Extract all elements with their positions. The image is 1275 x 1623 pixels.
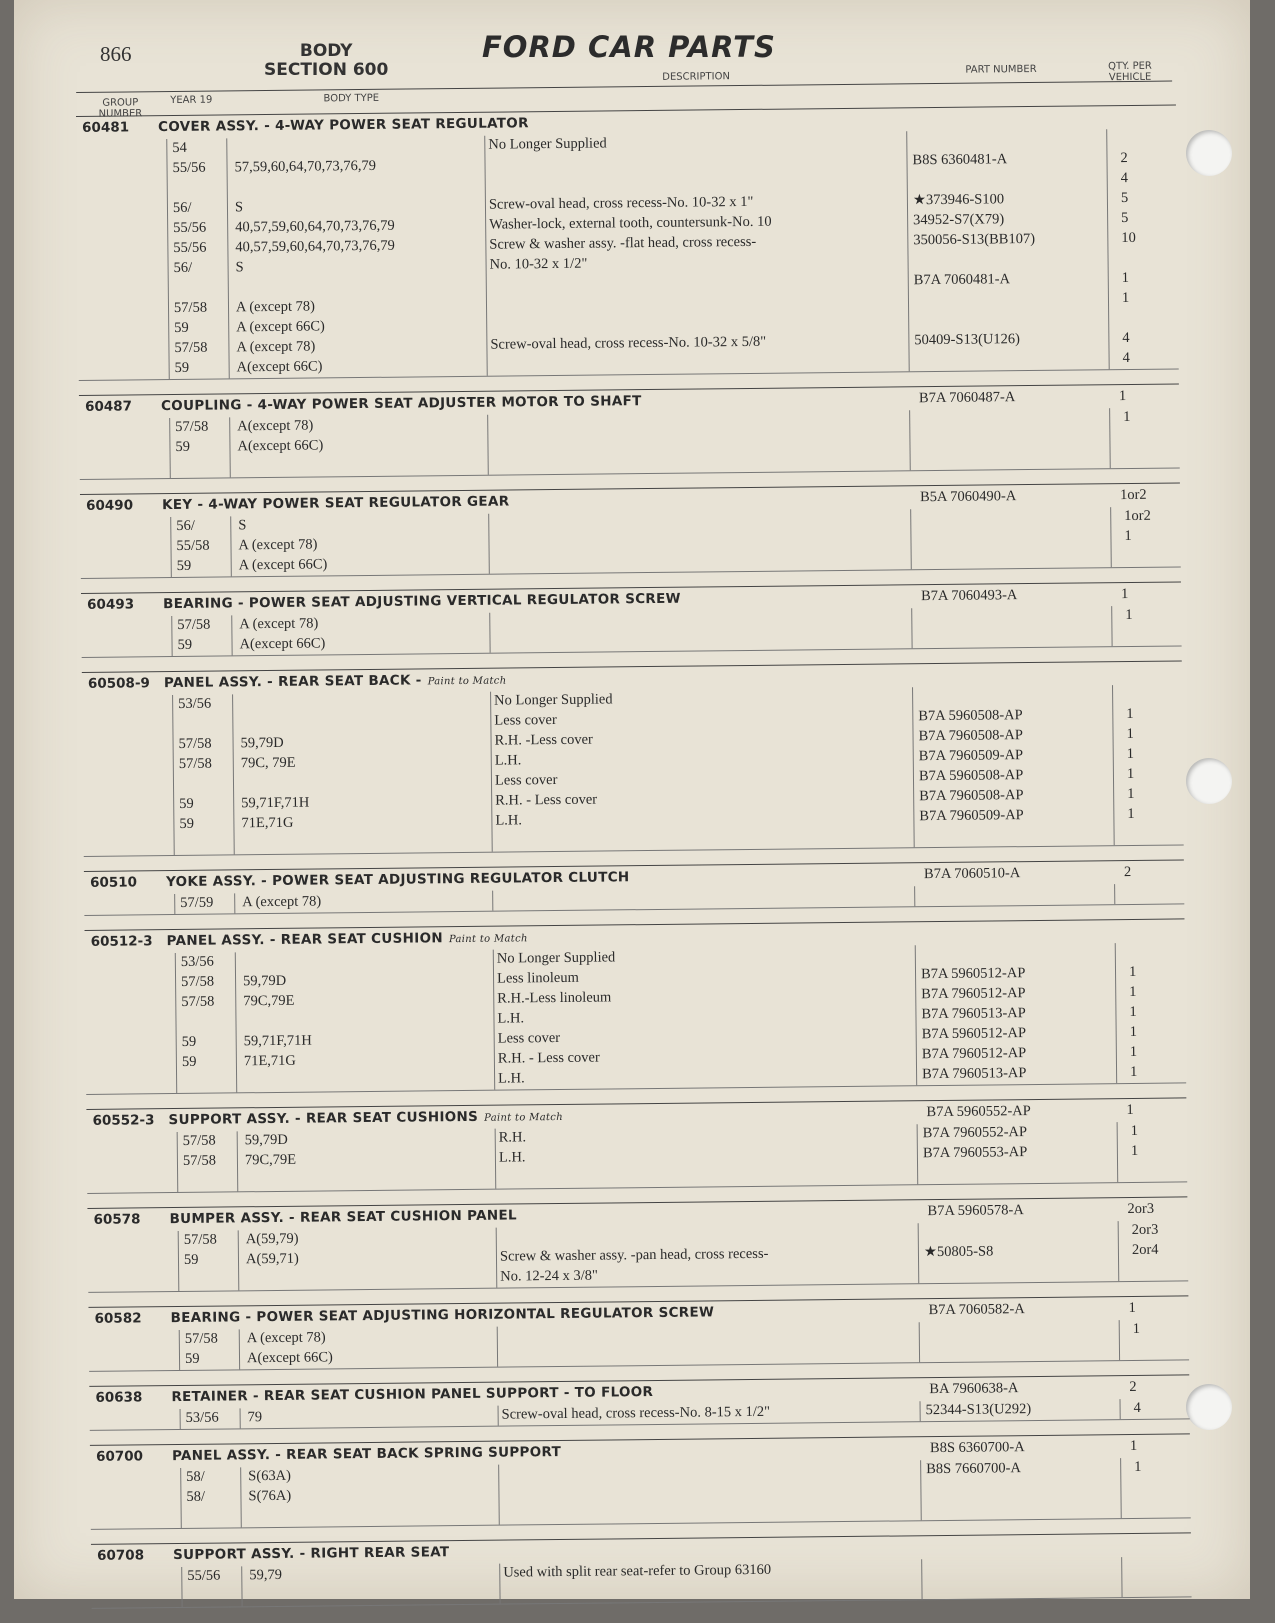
year: 59 <box>174 319 189 336</box>
body-type: 71E,71G <box>243 1052 296 1070</box>
year: 59 <box>174 359 190 376</box>
group-title: SUPPORT ASSY. - RIGHT REAR SEAT <box>172 1544 450 1564</box>
col-part-number: PART NUMBER <box>965 63 1037 76</box>
group-number: 60487 <box>84 398 133 415</box>
year: 55/58 <box>176 537 210 554</box>
qty: 1 <box>1130 1122 1139 1140</box>
year: 57/58 <box>174 339 208 356</box>
body-type: 59,79D <box>242 972 287 990</box>
qty: 1 <box>1128 1299 1136 1317</box>
qty: 1 <box>1124 527 1132 545</box>
body-type: 79C,79E <box>243 992 295 1010</box>
col-body-type: BODY TYPE <box>323 92 380 105</box>
group-title: BUMPER ASSY. - REAR SEAT CUSHION PANEL <box>169 1207 517 1228</box>
col-group-number: GROUP NUMBER <box>98 97 143 120</box>
year: 57/58 <box>182 1132 216 1149</box>
body-type: A (except 66C) <box>238 556 328 574</box>
qty: 1 <box>1125 606 1133 624</box>
group-note: Paint to Match <box>448 933 528 946</box>
description: No. 12-24 x 3/8" <box>500 1267 599 1285</box>
year: 59 <box>179 795 194 812</box>
group-number: 60490 <box>85 497 134 514</box>
body-type: 59,71F,71H <box>243 1032 312 1050</box>
year: 53/56 <box>180 953 214 970</box>
description: Screw-oval head, cross recess-No. 10-32 x 1" <box>488 193 754 213</box>
part-number: B7A 7060510-A <box>923 865 1021 883</box>
group-number: 60700 <box>95 1448 144 1465</box>
group-number: 60493 <box>87 596 135 613</box>
qty: 1 <box>1127 805 1135 823</box>
group-number: 60708 <box>96 1547 145 1564</box>
body-type: 79C, 79E <box>240 754 296 772</box>
year: 57/58 <box>180 973 215 990</box>
group-rows <box>87 1121 1188 1193</box>
group-rows <box>79 407 1180 479</box>
qty: 1 <box>1129 1437 1138 1455</box>
qty: 1 <box>1126 1101 1134 1119</box>
qty: 2or4 <box>1131 1241 1159 1259</box>
year: 55/56 <box>173 239 207 256</box>
description: R.H. - Less cover <box>495 791 598 809</box>
qty: 1 <box>1126 765 1135 783</box>
group-title: BEARING - POWER SEAT ADJUSTING VERTICAL REGULATOR SCREW <box>163 590 681 613</box>
body-type: A (except 78) <box>246 1329 326 1347</box>
qty: 1 <box>1129 1063 1138 1081</box>
group-title: PANEL ASSY. - REAR SEAT BACK - Paint to Match <box>163 672 507 692</box>
group-title: COUPLING - 4-WAY POWER SEAT ADJUSTER MOTOR TO SHAFT <box>160 393 642 415</box>
description: L.H. <box>495 812 523 829</box>
group-note: Paint to Match <box>427 675 507 688</box>
group-rows <box>88 1220 1189 1292</box>
body-type: S <box>238 517 247 534</box>
body-type: A(except 66C) <box>246 1349 333 1367</box>
year: 58/ <box>186 1488 206 1505</box>
group-number: 60638 <box>95 1389 143 1406</box>
group-number: 60582 <box>94 1310 142 1327</box>
part-number: B7A 7960509-AP <box>918 747 1024 765</box>
description: L.H. <box>498 1070 525 1087</box>
qty: 2or3 <box>1127 1200 1155 1218</box>
qty: 1 <box>1129 1003 1137 1021</box>
body-type: 59,79 <box>249 1566 282 1584</box>
qty: 1 <box>1129 1023 1137 1041</box>
group-title: YOKE ASSY. - POWER SEAT ADJUSTING REGULATOR CLUTCH <box>165 869 630 891</box>
qty: 1 <box>1132 1320 1141 1337</box>
qty: 4 <box>1122 329 1130 347</box>
qty: 1 <box>1126 705 1134 723</box>
year: 59 <box>181 1053 197 1070</box>
year: 59 <box>177 636 193 653</box>
body-type: A(except 66C) <box>236 358 323 376</box>
year: 55/56 <box>173 219 207 236</box>
col-description: DESCRIPTION <box>662 71 730 83</box>
description: Screw & washer assy. -pan head, cross recess- <box>499 1245 769 1265</box>
group-title: SUPPORT ASSY. - REAR SEAT CUSHIONS Paint to Match <box>168 1108 563 1129</box>
year: 58/ <box>186 1468 205 1485</box>
qty: 1 <box>1129 1043 1138 1061</box>
year: 57/58 <box>178 735 212 752</box>
part-number: B8S 6360481-A <box>912 151 1008 169</box>
group-title: KEY - 4-WAY POWER SEAT REGULATOR GEAR <box>161 493 510 514</box>
part-number: B5A 7060490-A <box>919 488 1017 506</box>
group-note: Paint to Match <box>484 1111 563 1124</box>
year: 53/56 <box>178 695 212 712</box>
body-type: 57,59,60,64,70,73,76,79 <box>234 157 376 176</box>
year: 57/58 <box>173 299 208 316</box>
body-type: A (except 78) <box>236 338 316 356</box>
description: L.H. <box>498 1149 526 1166</box>
part-number: B7A 7060481-A <box>913 271 1011 289</box>
page-number: 866 <box>100 42 132 66</box>
part-number: ★50805-S8 <box>923 1243 994 1261</box>
description: R.H. - Less cover <box>497 1049 600 1067</box>
qty: 1 <box>1129 983 1137 1001</box>
description: Used with split rear seat-refer to Group 63160 <box>503 1561 772 1581</box>
group-rows <box>90 1457 1191 1529</box>
body-type: S <box>234 199 244 216</box>
body-type: A(59,71) <box>245 1250 299 1268</box>
year: 59 <box>175 438 191 455</box>
group-title: PANEL ASSY. - REAR SEAT CUSHION Paint to Match <box>166 930 528 950</box>
body-type: A(except 78) <box>237 417 314 435</box>
part-number: B7A 7960508-AP <box>919 787 1024 805</box>
qty: 1 <box>1121 269 1130 287</box>
qty: 4 <box>1122 349 1130 367</box>
qty: 5 <box>1120 189 1129 207</box>
part-number: B7A 7960512-AP <box>921 1045 1027 1063</box>
year: 53/56 <box>185 1409 219 1426</box>
body-type: 59,79D <box>244 1131 288 1149</box>
qty: 1 <box>1121 289 1130 307</box>
part-number: B7A 5960512-AP <box>920 965 1026 983</box>
body-type: A (except 78) <box>235 298 316 316</box>
body-type: A (except 78) <box>238 536 318 554</box>
year: 57/58 <box>178 755 212 772</box>
group-rows <box>85 942 1186 1094</box>
section-line-1: BODY <box>299 41 353 61</box>
part-number: BA 7960638-A <box>929 1380 1019 1398</box>
description: R.H. <box>498 1129 527 1146</box>
body-type: 59,79D <box>240 734 284 752</box>
description: R.H. -Less cover <box>494 731 593 749</box>
description: No. 10-32 x 1/2" <box>489 255 588 273</box>
group-title: COVER ASSY. - 4-WAY POWER SEAT REGULATOR <box>158 115 529 136</box>
body-type: 71E,71G <box>241 814 294 832</box>
year: 59 <box>176 557 192 574</box>
part-number: 50409-S13(U126) <box>914 331 1021 349</box>
body-type: 79 <box>247 1409 263 1426</box>
year: 59 <box>179 815 195 832</box>
part-number: B7A 7960512-AP <box>921 985 1026 1003</box>
group-number: 60508-9 <box>87 675 150 692</box>
group-title: RETAINER - REAR SEAT CUSHION PANEL SUPPORT - TO FLOOR <box>171 1384 654 1406</box>
description: L.H. <box>497 1010 525 1027</box>
qty: 2 <box>1120 149 1128 167</box>
qty: 2 <box>1123 863 1132 881</box>
group-number: 60510 <box>89 874 138 891</box>
qty: 1 <box>1126 745 1135 763</box>
description: Less cover <box>494 711 557 729</box>
body-type: S(63A) <box>248 1467 292 1485</box>
qty: 1 <box>1123 408 1131 426</box>
description: No Longer Supplied <box>488 135 607 153</box>
part-number: B7A 7960553-AP <box>922 1144 1028 1162</box>
body-type: 79C,79E <box>244 1151 297 1169</box>
qty: 1 <box>1118 388 1127 405</box>
binder-hole <box>1186 758 1232 804</box>
group-number: 60481 <box>82 119 130 136</box>
group-title: BEARING - POWER SEAT ADJUSTING HORIZONTAL REGULATOR SCREW <box>170 1304 715 1327</box>
qty: 10 <box>1121 229 1136 247</box>
body-type: A(59,79) <box>245 1230 299 1248</box>
description: No Longer Supplied <box>494 691 613 709</box>
qty: 1or2 <box>1124 507 1151 525</box>
parts-table <box>76 104 1192 1622</box>
part-number: B7A 5960512-AP <box>921 1025 1027 1043</box>
part-number: B7A 7060582-A <box>928 1301 1025 1319</box>
year: 57/58 <box>177 616 211 633</box>
part-number: 52344-S13(U292) <box>925 1401 1032 1419</box>
year: 55/56 <box>187 1567 221 1584</box>
year: 57/59 <box>180 894 214 911</box>
body-type: 40,57,59,60,64,70,73,76,79 <box>235 217 395 236</box>
body-type: A (except 78) <box>242 893 322 911</box>
part-number: 350056-S13(BB107) <box>913 230 1036 249</box>
body-type: A (except 78) <box>239 615 319 633</box>
group-number: 60512-3 <box>90 933 153 950</box>
qty: 2 <box>1129 1378 1137 1396</box>
part-number: B7A 7960513-AP <box>921 1005 1026 1023</box>
section-line-2: SECTION 600 <box>264 60 389 80</box>
group-number: 60552-3 <box>92 1112 155 1129</box>
part-number: B7A 7060487-A <box>918 389 1016 407</box>
part-number: 34952-S7(X79) <box>913 211 1005 229</box>
description: Screw-oval head, cross recess-No. 10-32 x 5/8" <box>490 333 767 353</box>
qty: 1 <box>1134 1458 1142 1475</box>
qty: 2or3 <box>1131 1221 1159 1239</box>
year: 55/56 <box>172 159 206 176</box>
year: 54 <box>172 139 187 156</box>
group-title: PANEL ASSY. - REAR SEAT BACK SPRING SUPPORT <box>171 1443 562 1465</box>
qty: 1 <box>1120 586 1129 603</box>
year: 59 <box>184 1350 200 1367</box>
description: Less cover <box>494 771 558 789</box>
part-number: ★373946-S100 <box>912 191 1005 209</box>
year: 57/58 <box>175 418 209 435</box>
body-type: A (except 66C) <box>236 318 325 336</box>
description: No Longer Supplied <box>496 949 616 967</box>
part-number: B7A 7060493-A <box>920 587 1018 605</box>
qty: 1 <box>1128 963 1137 981</box>
description: Screw & washer assy. -flat head, cross recess- <box>489 233 757 253</box>
col-year: YEAR 19 <box>170 94 213 107</box>
part-number: B8S 6360700-A <box>929 1439 1025 1457</box>
part-number: B7A 7960509-AP <box>919 807 1024 825</box>
part-number: B7A 5960508-AP <box>918 707 1023 725</box>
page-title: FORD CAR PARTS <box>482 30 776 64</box>
qty: 5 <box>1121 209 1129 227</box>
catalog-page <box>14 0 1250 1599</box>
body-type: 40,57,59,60,64,70,73,76,79 <box>235 237 395 256</box>
part-number: B7A 7960513-AP <box>921 1065 1027 1083</box>
group-number: 60578 <box>93 1211 141 1228</box>
body-type: A(except 66C) <box>239 635 326 653</box>
year: 56/ <box>172 199 192 216</box>
body-type: S <box>235 259 244 276</box>
description: L.H. <box>494 752 522 769</box>
group-rows <box>76 128 1178 380</box>
part-number: B8S 7660700-A <box>926 1460 1021 1478</box>
part-number: B7A 5960508-AP <box>918 767 1024 785</box>
year: 59 <box>183 1251 199 1268</box>
binder-hole <box>1186 1384 1232 1430</box>
part-number: B7A 7960552-AP <box>922 1124 1028 1142</box>
qty: 4 <box>1120 169 1129 187</box>
year: 59 <box>181 1033 197 1050</box>
part-number: B7A 5960552-AP <box>926 1103 1031 1121</box>
col-qty: QTY. PER VEHICLE <box>1108 60 1152 84</box>
year: 57/58 <box>181 993 215 1010</box>
description: Less linoleum <box>496 969 579 987</box>
year: 56/ <box>173 259 193 276</box>
group-rows <box>80 506 1181 578</box>
group-rows <box>82 684 1184 856</box>
qty: 1 <box>1127 785 1135 803</box>
year: 57/58 <box>184 1330 218 1347</box>
body-type: S(76A) <box>248 1487 292 1505</box>
year: 56/ <box>176 517 195 534</box>
description: Screw-oval head, cross recess-No. 8-15 x 1/2" <box>501 1403 771 1423</box>
year: 57/58 <box>183 1231 217 1248</box>
body-type: A(except 66C) <box>237 437 324 455</box>
description: Less cover <box>497 1029 561 1047</box>
year: 57/58 <box>182 1152 217 1169</box>
body-type: 59,71F,71H <box>241 794 310 812</box>
part-number: B7A 5960578-A <box>927 1202 1024 1220</box>
qty: 4 <box>1133 1399 1141 1416</box>
description: Washer-lock, external tooth, countersunk-No. 10 <box>489 213 772 233</box>
description: R.H.-Less linoleum <box>497 989 612 1007</box>
part-number: B7A 7960508-AP <box>918 727 1023 745</box>
qty: 1 <box>1130 1142 1139 1160</box>
qty: 1or2 <box>1119 486 1147 504</box>
binder-hole <box>1186 130 1232 176</box>
qty: 1 <box>1126 725 1134 743</box>
